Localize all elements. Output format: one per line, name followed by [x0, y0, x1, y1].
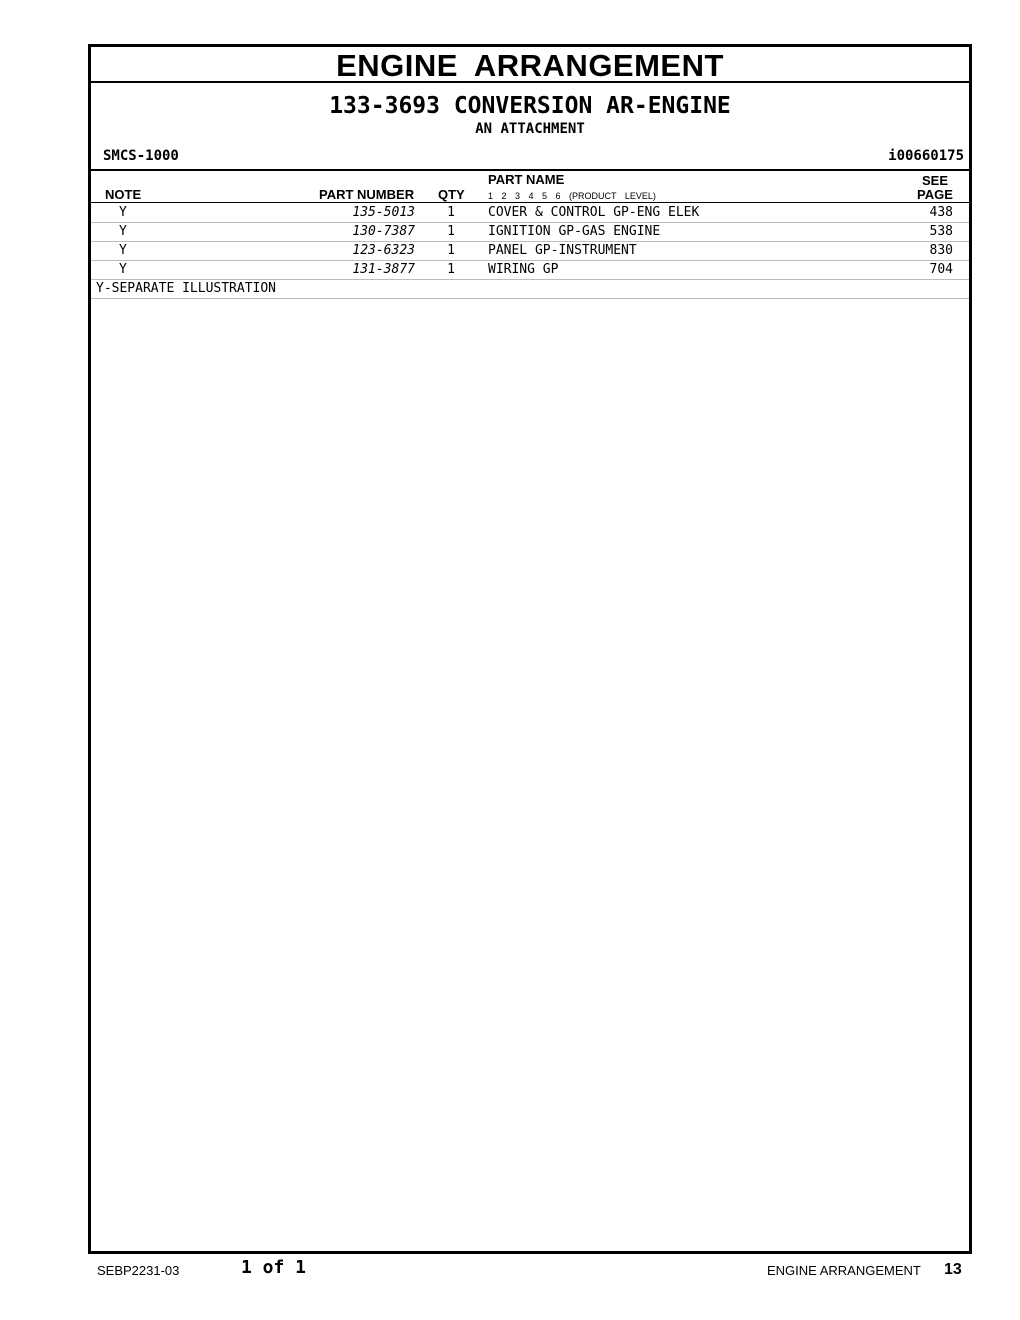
column-header-part-number: PART NUMBER	[319, 187, 415, 202]
row-part-name: COVER & CONTROL GP-ENG ELEK	[488, 205, 700, 220]
row-part-number: 123-6323	[352, 243, 415, 258]
header-top-rule	[91, 169, 969, 171]
row-part-name: IGNITION GP-GAS ENGINE	[488, 224, 661, 239]
smcs-code: SMCS-1000	[103, 148, 179, 164]
row-part-name: WIRING GP	[488, 262, 559, 277]
row-note: Y	[119, 224, 127, 239]
table-row	[91, 204, 969, 223]
table-row	[91, 223, 969, 242]
column-header-see-page	[915, 174, 955, 202]
column-header-part-name: PART NAME	[488, 172, 565, 187]
row-part-number: 131-3877	[352, 262, 415, 277]
footer-page-number: 13	[944, 1261, 962, 1278]
row-see-page: 538	[929, 224, 953, 239]
illustration-id: i00660175	[888, 148, 964, 164]
group-title: 133-3693 CONVERSION AR-ENGINE	[329, 93, 731, 119]
row-note: Y	[119, 205, 127, 220]
footnote: Y-SEPARATE ILLUSTRATION	[91, 280, 969, 299]
row-part-number: 130-7387	[352, 224, 415, 239]
row-note: Y	[119, 262, 127, 277]
row-see-page: 438	[929, 205, 953, 220]
group-subtitle: AN ATTACHMENT	[475, 121, 585, 137]
row-part-name: PANEL GP-INSTRUMENT	[488, 243, 637, 258]
footer-page-of: 1 of 1	[241, 1257, 307, 1278]
column-header-page: PAGE	[917, 187, 953, 202]
row-see-page: 830	[929, 243, 953, 258]
header-bottom-rule	[91, 202, 969, 203]
row-qty: 1	[447, 205, 455, 220]
row-see-page: 704	[929, 262, 953, 277]
row-part-number: 135-5013	[352, 205, 415, 220]
column-header-note: NOTE	[105, 187, 142, 202]
table-row	[91, 242, 969, 261]
section-title: ENGINE ARRANGEMENT	[91, 47, 969, 83]
row-qty: 1	[447, 262, 455, 277]
column-header-product-levels: 1 2 3 4 5 6 (PRODUCT LEVEL)	[488, 191, 656, 201]
row-note: Y	[119, 243, 127, 258]
column-header-see: SEE	[921, 173, 948, 188]
row-qty: 1	[447, 243, 455, 258]
parts-table	[91, 204, 969, 299]
footer-doc-number: SEBP2231-03	[97, 1263, 180, 1278]
footer-section: ENGINE ARRANGEMENT	[767, 1263, 921, 1278]
table-row	[91, 261, 969, 280]
parts-list-frame	[88, 44, 972, 1254]
row-qty: 1	[447, 224, 455, 239]
column-header-qty: QTY	[438, 187, 465, 202]
